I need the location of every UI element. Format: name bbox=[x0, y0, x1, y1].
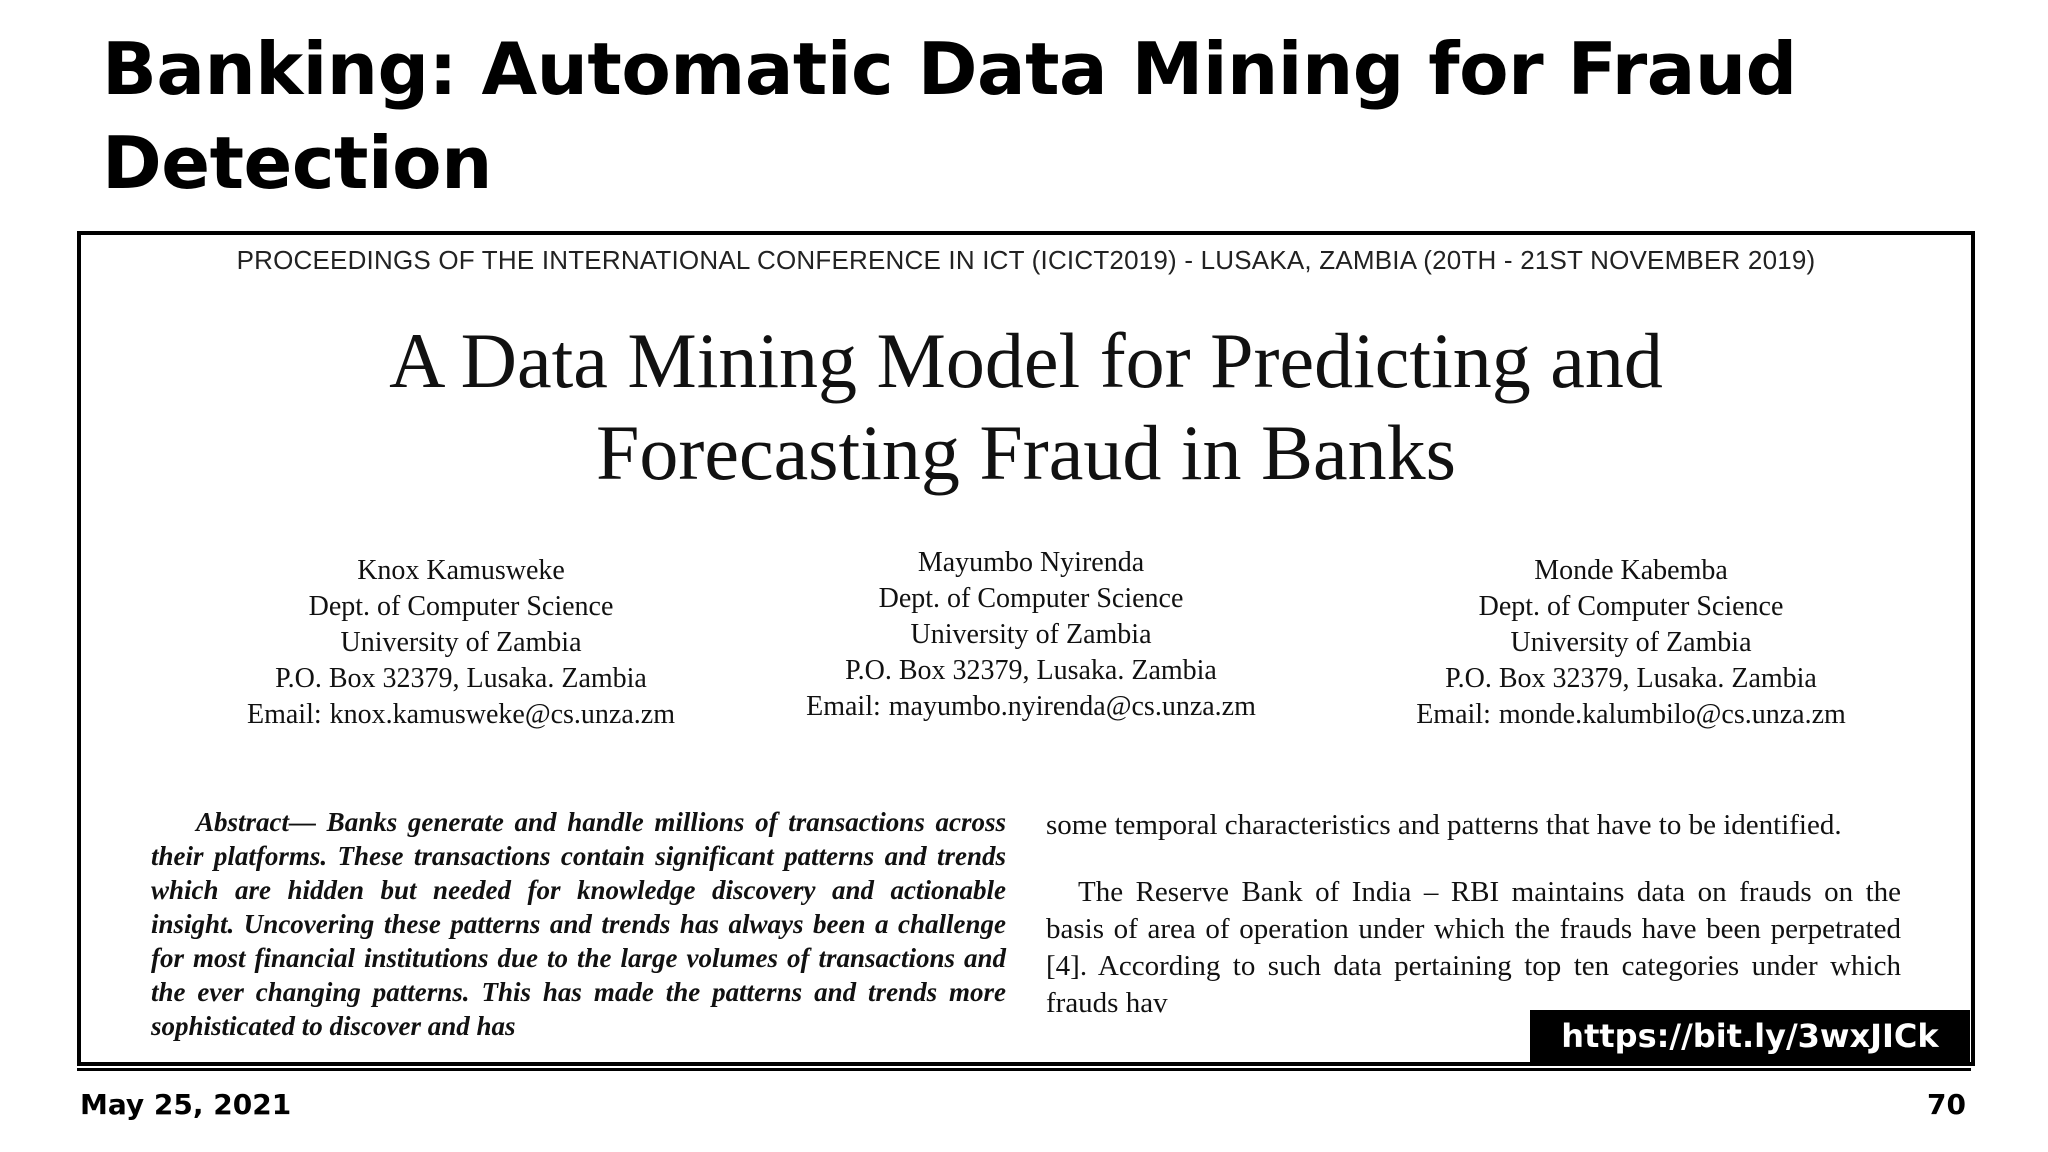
footer-date: May 25, 2021 bbox=[80, 1088, 292, 1121]
author-name: Mayumbo Nyirenda bbox=[917, 547, 1145, 578]
author-address: P.O. Box 32379, Lusaka. Zambia bbox=[275, 663, 647, 694]
author-block bbox=[751, 545, 1311, 725]
author-block bbox=[221, 553, 701, 733]
author-email-line bbox=[751, 689, 1311, 725]
author-dept: Dept. of Computer Science bbox=[878, 583, 1184, 614]
paper-screenshot bbox=[77, 231, 1975, 1066]
author-name: Knox Kamusweke bbox=[357, 555, 565, 586]
author-university: University of Zambia bbox=[1510, 627, 1752, 658]
email-label: Email: bbox=[246, 699, 322, 730]
paragraph: some temporal characteristics and patterns that have to be identified. bbox=[1046, 809, 1842, 841]
author-university: University of Zambia bbox=[910, 619, 1152, 650]
author-email: knox.kamusweke@cs.unza.zm bbox=[329, 699, 675, 730]
proceedings-header: PROCEEDINGS OF THE INTERNATIONAL CONFERENCE IN ICT (ICICT2019) - LUSAKA, ZAMBIA (20TH - 21ST NOVEMBER 2019) bbox=[236, 245, 1816, 275]
paper-title bbox=[81, 315, 1971, 499]
paragraph: The Reserve Bank of India – RBI maintains data on frauds on the basis of area of operation under which the frauds have been perpetrated [4]. According to such data pertaining top ten categories under which frauds hav bbox=[1046, 876, 1901, 1019]
author-university: University of Zambia bbox=[340, 627, 582, 658]
author-block bbox=[1361, 553, 1901, 733]
page-number: 70 bbox=[1927, 1088, 1966, 1121]
email-label: Email: bbox=[1416, 699, 1491, 730]
author-dept: Dept. of Computer Science bbox=[1478, 591, 1784, 622]
author-email: mayumbo.nyirenda@cs.unza.zm bbox=[888, 691, 1256, 722]
source-url-link[interactable]: https://bit.ly/3wxJICk bbox=[1530, 1010, 1970, 1062]
author-email-line bbox=[1361, 697, 1901, 733]
author-email: monde.kalumbilo@cs.unza.zm bbox=[1498, 699, 1846, 730]
author-email-line bbox=[221, 697, 701, 733]
author-dept: Dept. of Computer Science bbox=[308, 591, 614, 622]
paper-title-line-2: Forecasting Fraud in Banks bbox=[595, 409, 1457, 496]
email-label: Email: bbox=[806, 691, 881, 722]
footer-divider bbox=[77, 1068, 1971, 1071]
author-list bbox=[81, 545, 1971, 755]
slide-title: Banking: Automatic Data Mining for Fraud Detection bbox=[102, 27, 1797, 205]
author-address: P.O. Box 32379, Lusaka. Zambia bbox=[1445, 663, 1817, 694]
abstract-text: Abstract— Banks generate and handle millions of transactions across their platforms. These transactions contain significant patterns and trends which are hidden but needed for knowledge discovery and actionable insight. Uncovering these patterns and trends has always been a challenge for most financial institutions due to the large volumes of transactions and the ever changing patterns. This has made the patterns and trends more sophisticated to discover and has bbox=[151, 807, 1006, 1041]
author-address: P.O. Box 32379, Lusaka. Zambia bbox=[845, 655, 1217, 686]
author-name: Monde Kabemba bbox=[1534, 555, 1728, 586]
paper-title-line-1: A Data Mining Model for Predicting and bbox=[389, 317, 1663, 404]
